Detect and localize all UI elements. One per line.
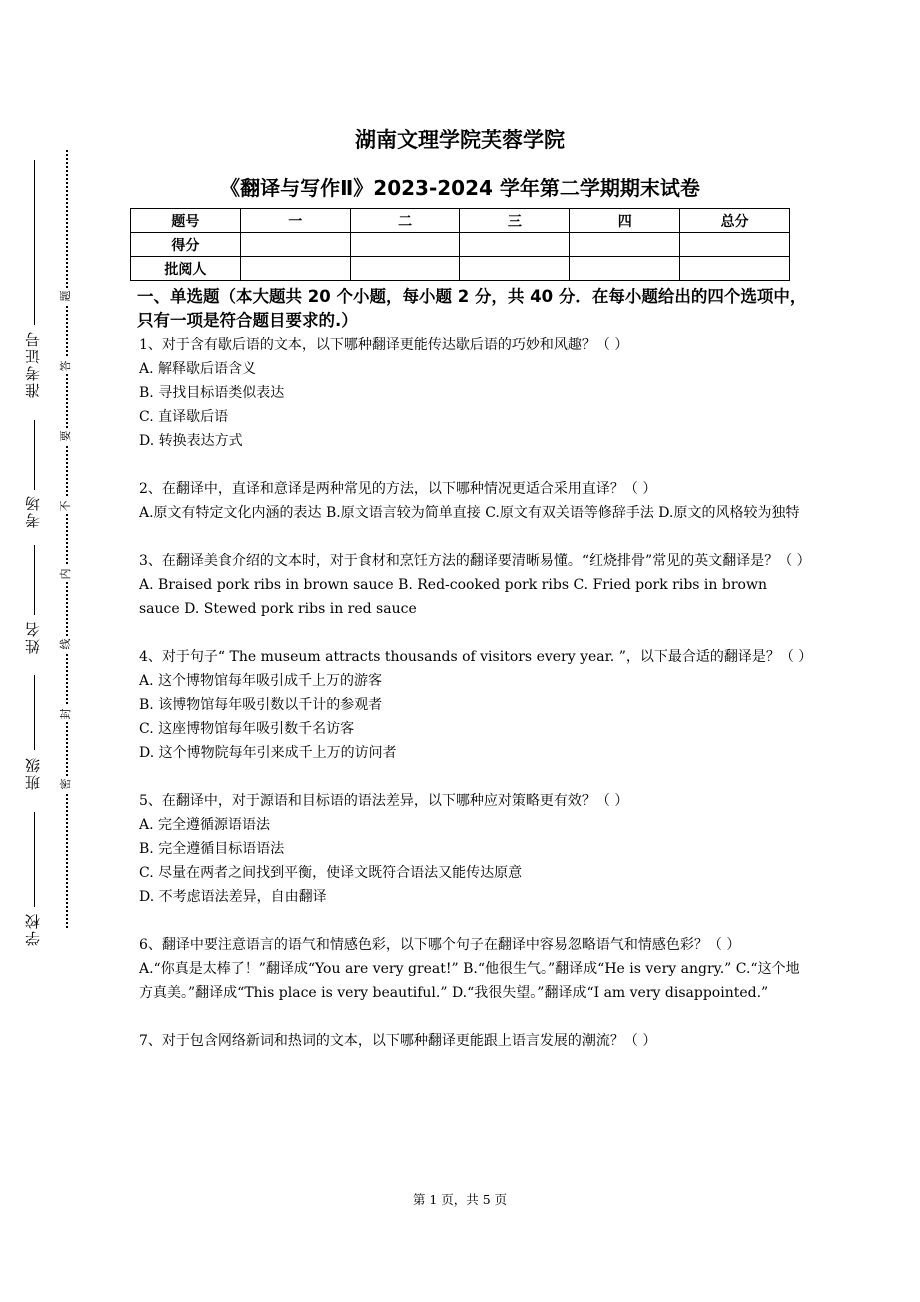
class-label: 班级 — [24, 756, 42, 790]
score-cell — [570, 233, 680, 257]
score-table-row — [131, 257, 790, 281]
score-row-label: 得分 — [131, 233, 241, 257]
score-cell — [350, 233, 460, 257]
score-cell — [240, 233, 350, 257]
grader-cell — [460, 257, 570, 281]
seal-dotted-line — [66, 150, 68, 928]
question-options: A.“你真是太棒了！”翻译成“You are very great!” B.“他很生气。”翻译成“He is very angry.” C.“这个地方真美。”翻译成“This place is very beautiful.” D.“我很失望。”翻译成“I am very disappointed.” — [139, 961, 800, 1001]
grader-cell — [240, 257, 350, 281]
score-table-header-cell: 题号 — [131, 209, 241, 233]
score-cell — [680, 233, 790, 257]
section-title: 一、单选题（本大题共 20 个小题，每小题 2 分，共 40 分．在每小题给出的四个选项中，只有一项是符合题目要求的.） — [137, 287, 807, 330]
score-table-header-cell: 总分 — [680, 209, 790, 233]
score-table — [130, 208, 790, 281]
grader-row-label: 批阅人 — [131, 257, 241, 281]
name-fill-line — [34, 545, 36, 615]
exam-id-label: 准考证号 — [24, 330, 42, 398]
score-table-row — [131, 233, 790, 257]
seal-char: 内 — [58, 566, 74, 582]
option-c: C. 尽量在两者之间找到平衡，使译文既符合语法又能传达原意 — [139, 865, 523, 881]
option-d: D. 不考虑语法差异，自由翻译 — [139, 889, 327, 905]
option-a: A. 解释歇后语含义 — [139, 361, 257, 377]
grader-cell — [350, 257, 460, 281]
page-number: 第 1 页，共 5 页 — [412, 1192, 508, 1207]
question-options: A. Braised pork ribs in brown sauce B. Red-cooked pork ribs C. Fried pork ribs in brown sauce D. Stewed pork ribs in red sauce — [139, 577, 767, 617]
option-d: D. 转换表达方式 — [139, 433, 243, 449]
option-d: D. 这个博物院每年引来成千上万的访问者 — [139, 745, 397, 761]
option-c: C. 直译歇后语 — [139, 409, 229, 425]
school-label: 学校 — [24, 912, 42, 946]
exam-content — [137, 285, 813, 1053]
grader-cell — [680, 257, 790, 281]
question-4 — [139, 645, 813, 765]
seal-char: 线 — [58, 636, 74, 652]
score-cell — [460, 233, 570, 257]
exam-room-fill-line — [34, 420, 36, 490]
question-7 — [139, 1029, 809, 1053]
seal-char: 答 — [58, 358, 74, 374]
school-fill-line — [34, 812, 36, 907]
question-stem: 1、对于含有歇后语的文本，以下哪种翻译更能传达歇后语的巧妙和风趣？（ ） — [139, 337, 629, 353]
seal-char: 密 — [58, 776, 74, 792]
exam-title: 《翻译与写作Ⅱ》2023-2024 学年第二学期期末试卷 — [220, 176, 700, 200]
seal-char: 封 — [58, 706, 74, 722]
exam-room-label: 考场 — [24, 494, 42, 528]
option-a: A. 完全遵循源语语法 — [139, 817, 271, 833]
option-b: B. 完全遵循目标语语法 — [139, 841, 285, 857]
seal-char: 不 — [58, 498, 74, 514]
score-table-header-cell: 四 — [570, 209, 680, 233]
question-1 — [139, 333, 809, 453]
score-table-header-cell: 二 — [350, 209, 460, 233]
question-3 — [139, 549, 809, 621]
option-b: B. 寻找目标语类似表达 — [139, 385, 285, 401]
question-6 — [139, 933, 809, 1005]
question-stem: 5、在翻译中，对于源语和目标语的语法差异，以下哪种应对策略更有效？（ ） — [139, 793, 629, 809]
grader-cell — [570, 257, 680, 281]
option-c: C. 这座博物馆每年吸引数千名访客 — [139, 721, 355, 737]
seal-char: 要 — [58, 428, 74, 444]
score-table-header-cell: 一 — [240, 209, 350, 233]
question-stem: 3、在翻译美食介绍的文本时，对于食材和烹饪方法的翻译要清晰易懂。“红烧排骨”常见的英文翻译是？（ ） — [139, 553, 811, 569]
question-5 — [139, 789, 809, 909]
option-b: B. 该博物馆每年吸引数以千计的参观者 — [139, 697, 383, 713]
score-table-header-cell: 三 — [460, 209, 570, 233]
question-options: A.原文有特定文化内涵的表达 B.原文语言较为简单直接 C.原文有双关语等修辞手法 D.原文的风格较为独特 — [139, 505, 800, 521]
question-stem: 4、对于句子“ The museum attracts thousands of visitors every year. ”，以下最合适的翻译是？（ ） — [139, 649, 813, 665]
question-2 — [139, 477, 809, 525]
question-stem: 6、翻译中要注意语言的语气和情感色彩，以下哪个句子在翻译中容易忽略语气和情感色彩？（ ） — [139, 937, 741, 953]
score-table-header-row — [131, 209, 790, 233]
question-stem: 2、在翻译中，直译和意译是两种常见的方法，以下哪种情况更适合采用直译？（ ） — [139, 481, 657, 497]
class-fill-line — [34, 675, 36, 750]
school-name: 湖南文理学院芙蓉学院 — [355, 128, 565, 152]
option-a: A. 这个博物馆每年吸引成千上万的游客 — [139, 673, 383, 689]
question-stem: 7、对于包含网络新词和热词的文本，以下哪种翻译更能跟上语言发展的潮流？（ ） — [139, 1033, 657, 1049]
name-label: 姓名 — [24, 620, 42, 654]
seal-char: 题 — [58, 288, 74, 304]
